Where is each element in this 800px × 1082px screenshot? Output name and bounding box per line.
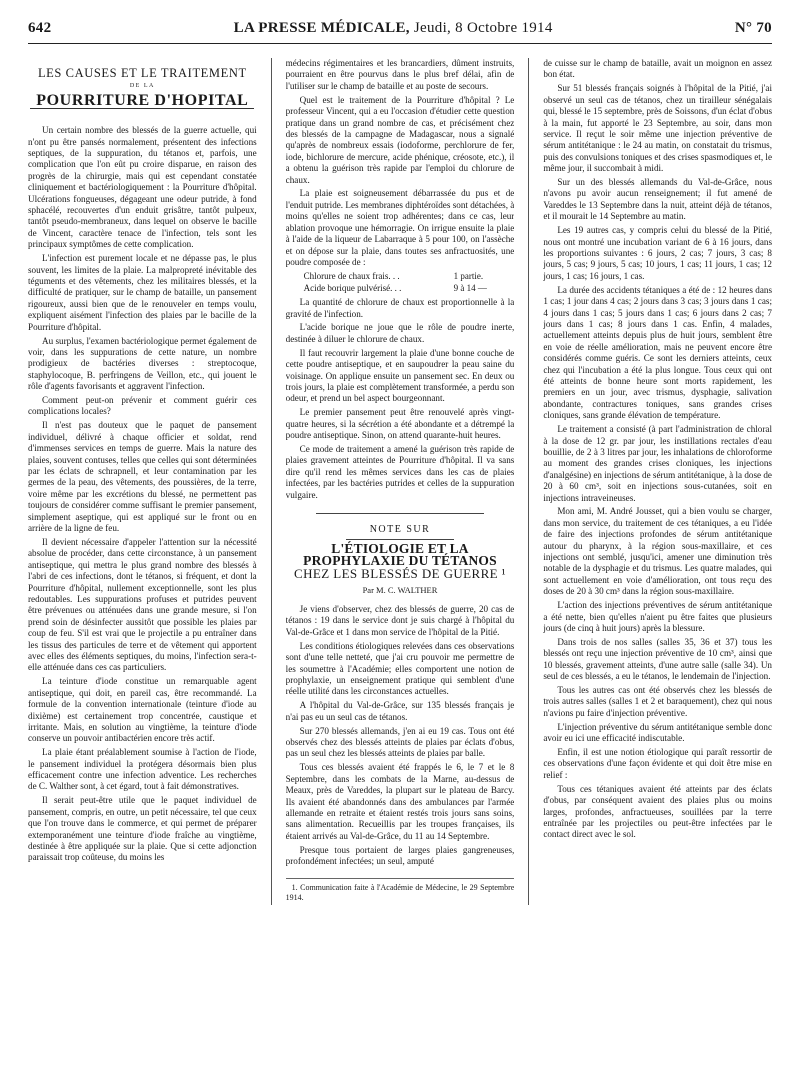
column-2 [286, 58, 515, 905]
paragraph: Les 19 autres cas, y compris celui du blessé de la Pitié, nous ont montré une incubation variant de 6 à 16 jours, dans les proportions suivantes : 6 jours, 2 cas; 7 jours, 3 cas; 8 jours, 5 cas; 9 jours, 5 cas; 10 jours, 1 cas; 11 jours, 1 cas; 12 jours, 1 cas; 16 jours, 1 cas. [543, 225, 772, 281]
issue-number: N° 70 [734, 20, 772, 36]
footnote-text: 1. Communication faite à l'Académie de Médecine, le 29 Septembre 1914. [285, 882, 515, 902]
paragraph: Dans trois de nos salles (salles 35, 36 et 37) tous les blessés ont reçu une injection préventive de 10 cm³, ainsi que 10 blessés, gravement atteints, d'une autre salle (salle 34). Un seul de ces blessés, a eu le tétanos, le lendemain de l'injection. [543, 636, 772, 682]
paragraph: Sur 270 blessés allemands, j'en ai eu 19 cas. Tous ont été observés chez des blessés atteints de plaies par éclats d'obus, pas un seul chez les blessés atteints de plaies par balle. [285, 725, 515, 759]
paragraph: La quantité de chlorure de chaux est proportionnelle à la gravité de l'infection. [285, 297, 515, 319]
paragraph: La durée des accidents tétaniques a été de : 12 heures dans 1 cas; 1 jour dans 4 cas; 2 jours dans 3 cas; 3 jours dans 1 cas; 4 jours dans 1 cas; 5 jours dans 1 cas; 6 jours dans 2 cas; 7 jours dans 1 cas; 8 jours dans 1 cas. Enfin, 4 malades, actuellement atteints depuis plus de huit jours, semblent être en voie de réelle amélioration, mais ne peuvent encore être considérés comme guéris. Ce sont les derniers atteints, ceux chez qui l'incubation a été la plus longue. Tous ceux qui ont été atteints de bonne heure sont morts rapidement, les premiers en un jour, avec trismus, dysphagie, salivation abondante, contractures toniques, sans grandes crises cloniques, sans grande élévation de température. [543, 284, 772, 421]
journal-masthead [234, 20, 553, 37]
paragraph: Comment peut-on prévenir et comment guérir ces complications locales? [28, 395, 257, 417]
paragraph: Ce mode de traitement a amené la guérison très rapide de plaies gravement atteintes de Pourriture d'hôpital. Il va sans dire qu'il rend les mêmes services dans les cas de plaies infectées, par les bactéries putrides et celles de la suppuration vulgaire. [285, 444, 515, 500]
article-2-title-block [286, 524, 515, 596]
formula-line [304, 271, 515, 282]
paragraph: L'action des injections préventives de sérum antitétanique a été nette, bien qu'elles n'aient pu être faites que plusieurs jours (de cinq à huit jours) après la blessure. [543, 600, 772, 633]
article-1-title-line-1: LES CAUSES ET LE TRAITEMENT [37, 66, 247, 80]
paragraph: Le premier pansement peut être renouvelé après vingt-quatre heures, si la sécrétion a été abondante et a détrempé la poudre antiseptique. Sinon, on attend quarante-huit heures. [285, 407, 515, 441]
paragraph: Tous ces tétaniques avaient été atteints par des éclats d'obus, par conséquent avaient des plaies plus ou moins larges, profondes, anfractueuses, souillées par la terre entraînée par les projectiles ou peut-être infectées par le contact direct avec le sol. [543, 783, 772, 840]
paragraph: Il serait peut-être utile que le paquet individuel de pansement, compris, en outre, un petit nécessaire, tel que ceux que l'on trouve dans le commerce, et qui permet de préparer extemporanément une teinture d'iode fraîche au vingtième, destinée à être appliquée sur la plaie. Que si cette adjonction paraissait trop coûteuse, du moins les [28, 795, 257, 863]
paragraph: Quel est le traitement de la Pourriture d'hôpital ? Le professeur Vincent, qui a eu l'occasion d'étudier cette question pratique dans un grand nombre de cas, et précisément chez des blessés de la campagne de Madagascar, nous a signalé qu'après de nombreux essais (iodoforme, perchlorure de fer, iode, bichlorure de mercure, acide phénique, créosote, etc.), il a obtenu la guérison très rapide par l'emploi du chlorure de chaux. [285, 94, 515, 185]
paragraph: Tous les autres cas ont été observés chez les blessés de trois autres salles (salles 1 et 2 et baraquement), chez qui nous n'avions pu faire d'injection préventive. [543, 685, 772, 718]
article-2-body-col3 [543, 58, 772, 841]
column-rule [528, 58, 529, 905]
paragraph: médecins régimentaires et les brancardiers, dûment instruits, pourraient en être pourvus dans le plus bref délai, afin de l'utiliser sur le champ de bataille et au poste de secours. [285, 58, 515, 91]
paragraph: Le traitement a consisté (à part l'administration de chloral à la dose de 12 gr. par jour, les instillations rectales d'eau bouillie, de 2 à 3 litres par jour, les inhalations de chloroforme au moment des grandes crises cloniques, les injections d'analgésine) en injections de sérum antitétanique, à la dose de 20 à 60 cm³, soit en injections sous-cutanées, soit en injections intraveineuses. [543, 424, 772, 503]
paragraph: de cuisse sur le champ de bataille, avait un moignon en assez bon état. [543, 58, 772, 80]
paragraph: L'injection préventive du sérum antitétanique semble donc avoir eu ici une efficacité indiscutable. [543, 721, 772, 744]
paragraph: Presque tous portaient de larges plaies gangreneuses, profondément infectées; un seul, amputé [285, 844, 515, 867]
article-1-body-col2-after [286, 297, 515, 501]
paragraph: Il devient nécessaire d'appeler l'attention sur la nécessité absolue de procéder, dans cette circonstance, à un pansement antiseptique, qui mettra le plus grand nombre des blessés à l'abri de ces infections, dont le tétanos, si fréquent, et dont la Pourriture d'hôpital, nullement exceptionnelle, sont les plus redoutables. Les suppurations profuses et putrides peuvent être prévenues ou atténuées dans une grande mesure, si l'on prend soin de désinfecter aussitôt que possible les plaies par coup de feu. S'il est vrai que le projectile a pu entraîner dans les tissus des particules de terre et de vêtement qui apportent avec elles des éléments septiques, du moins, l'infection sera-t-elle atténuée dans ces cas particuliers. [28, 536, 257, 673]
footnote [286, 878, 515, 903]
article-1-title-block [28, 68, 257, 109]
paragraph: Mon ami, M. André Jousset, qui a bien voulu se charger, dans mon service, du traitement de ces tétaniques, a eu l'idée de faire des injections profondes de sérum antitétanique autour du pharynx, à la région sous-maxillaire, et ces injections ont semblé, jusqu'ici, amener une diminution très notable de la dysphagie et du trismus. Les quatre malades, qui sont actuellement en voie d'amélioration, ont tous reçu des doses de 20 à 30 cm³ dans la région sous-maxillaire. [543, 506, 772, 597]
article-1-title: POURRITURE D'HOPITAL [30, 95, 254, 109]
article-2-title: L'ÉTIOLOGIE ET LA PROPHYLAXIE DU TÉTANOS [303, 541, 497, 568]
page-header [28, 20, 772, 44]
article-2-subtitle: CHEZ LES BLESSÉS DE GUERRE ¹ [294, 566, 506, 582]
article-2-rule [346, 539, 455, 540]
column-rule [271, 58, 272, 905]
formula-amount: 1 partie. [453, 271, 484, 282]
paragraph: Un certain nombre des blessés de la guerre actuelle, qui n'ont pu être pansés normalement, présentent des infections septiques, de la suppuration, du tétanos et, parfois, une complication que l'on eût pu croire disparue, en raison des progrès de la chirurgie, mais qui est cependant constatée cliniquement et bactériologiquement : la Pourriture d'hôpital. Ulcérations fongueuses, dégageant une odeur putride, à fond sphacélé, recouvertes d'un enduit grisâtre, tantôt pulpeux, tantôt pseudo-membraneux, dans lequel on observe le bacille de Vincent, caractère tenace de l'infection, tels sont les principaux symptômes de cette complication. [28, 125, 257, 250]
columns [28, 58, 772, 905]
paragraph: L'acide borique ne joue que le rôle de poudre inerte, destinée à diluer le chlorure de chaux. [285, 322, 515, 344]
paragraph: Enfin, il est une notion étiologique qui paraît ressortir de ces observations d'une façon évidente et qui doit être mise en relief : [543, 747, 772, 780]
formula-amount: 9 à 14 — [453, 282, 487, 293]
paragraph: Sur un des blessés allemands du Val-de-Grâce, nous n'avons pu avoir aucun renseignement; il fut amené de Vareddes le 13 Septembre dans la nuit, atteint déjà de tétanos, et il mourait le 14 Septembre au matin. [543, 177, 772, 222]
paragraph: Il n'est pas douteux que le paquet de pansement individuel, délivré à chaque officier et soldat, rend d'immenses services en temps de guerre. Mais la nature des plaies, souvent contuses, telles que celles qui sont déterminées par les éclats de schrapnell, et leur contamination par les germes de la peau, des vêtements, des poussières, de la terre, voire même par les excrétions du blessé, ne permettent pas toujours de considérer comme suffisant le premier pansement, simplement aseptique, qui est appliqué sur le front ou en arrière de la ligne de feu. [28, 420, 257, 534]
article-1-body-col2 [286, 58, 515, 268]
paragraph: La plaie étant préalablement soumise à l'action de l'iode, le pansement individuel la protégera désormais bien plus efficacement contre une infection adventice. Les recherches de C. Walther sont, à cet égard, tout à fait démonstratives. [28, 747, 257, 792]
article-1-title-line-2: DE LA [129, 83, 155, 90]
paragraph: Sur 51 blessés français soignés à l'hôpital de la Pitié, j'ai observé un seul cas de tétanos, chez un tirailleur sénégalais qui, blessé le 15 septembre, près de Soissons, d'un éclat d'obus à la main, fut apporté le 23 Septembre, au soir, dans mon service. Il reçut le soir même une injection préventive de sérum antitétanique : le 24 au matin, on constatait du trismus, puis des convulsions toniques et des crises spasmodiques et, le même jour, il succombait à midi. [543, 83, 772, 174]
paragraph: A l'hôpital du Val-de-Grâce, sur 135 blessés français je n'ai pas eu un seul cas de tétanos. [285, 700, 515, 722]
article-1-body-col1 [28, 125, 257, 864]
article-2-body-col2 [286, 604, 515, 867]
journal-name: LA PRESSE MÉDICALE, [233, 20, 410, 36]
issue-date: Jeudi, 8 Octobre 1914 [413, 20, 553, 36]
paragraph: Je viens d'observer, chez des blessés de guerre, 20 cas de tétanos : 19 dans le service dont je suis chargé à l'hôpital du Val-de-Grâce et 1 dans mon service de l'hôpital de la Pitié. [285, 604, 515, 637]
article-2-kicker: NOTE SUR [369, 524, 431, 536]
column-1 [28, 58, 257, 905]
paragraph: Au surplus, l'examen bactériologique permet également de voir, dans les suppurations de cette nature, un nombre prodigieux de bactéries diverses : streptocoque, staphylocoque, B. perfringens de Veillon, etc., qui jouent le rôle d'agents favorisants et aggravent l'infection. [28, 335, 257, 392]
formula-line [304, 283, 515, 294]
paragraph: La plaie est soigneusement débarrassée du pus et de l'enduit putride. Les membranes diphtéroïdes sont détachées, à moins qu'elles ne soient trop adhérentes; dans ce cas, leur ablation provoque une hémorragie. On irrigue ensuite la plaie à l'aide de la liqueur de Labarraque à 5 pour 100, on l'assèche et on dépose sur la plaie, dans toutes ses anfractuosités, une poudre composée de : [285, 188, 515, 267]
formula-ingredient: Chlorure de chaux frais. . . [303, 271, 400, 282]
column-3 [543, 58, 772, 905]
paragraph: Tous ces blessés avaient été frappés le 6, le 7 et le 8 Septembre, dans les combats de la Marne, au-dessus de Meaux, près de Vareddes, la plupart sur le plateau de Barcy. Ils avaient été abandonnés dans des ambulances par l'armée allemande en retraite et étaient restés trois jours sans soins, sans alimentation. Recueillis par les troupes françaises, ils étaient arrivés au Val-de-Grâce, du 11 au 14 Septembre. [285, 762, 515, 841]
powder-formula [304, 271, 515, 294]
paragraph: Il faut recouvrir largement la plaie d'une bonne couche de cette poudre antiseptique, et en saupoudrer la peau saine du voisinage. On applique ensuite un pansement sec. En deux ou trois jours, la plaie est complètement transformée, a perdu son odeur, et prend un bel aspect bourgeonnant. [285, 347, 515, 404]
formula-ingredient: Acide borique pulvérisé. . . [303, 282, 402, 293]
article-2-author: Par M. C. WALTHER [362, 584, 438, 595]
page-number: 642 [28, 20, 52, 36]
paragraph: La teinture d'iode constitue un remarquable agent antiseptique, qui doit, en pareil cas, être recommandé. La formule de la convention internationale (teinture d'iode au dixième) est certainement trop concentrée, caustique et irritante. Mais, en solution au vingtième, la teinture d'iode conserve un pouvoir antibactérien encore très actif. [28, 676, 257, 744]
paragraph: Les conditions étiologiques relevées dans ces observations sont d'une telle netteté, que j'ai cru pouvoir me permettre de les soumettre à l'Académie; elles comportent une notion de prophylaxie, un enseignement pratique qui semblent d'une réelle utilité dans les circonstances actuelles. [285, 640, 515, 697]
article-separator [316, 513, 485, 514]
paragraph: L'infection est purement locale et ne dépasse pas, le plus souvent, les limites de la plaie. La malpropreté inévitable des téguments et des vêtements, chez les militaires blessés, et la difficulté de pratiquer, sur le champ de bataille, un pansement rigoureux, aussi bien que de le renouveler en temps voulu, expliquent aisément l'infection des plaies par le bacille de la Pourriture d'hôpital. [28, 253, 257, 332]
